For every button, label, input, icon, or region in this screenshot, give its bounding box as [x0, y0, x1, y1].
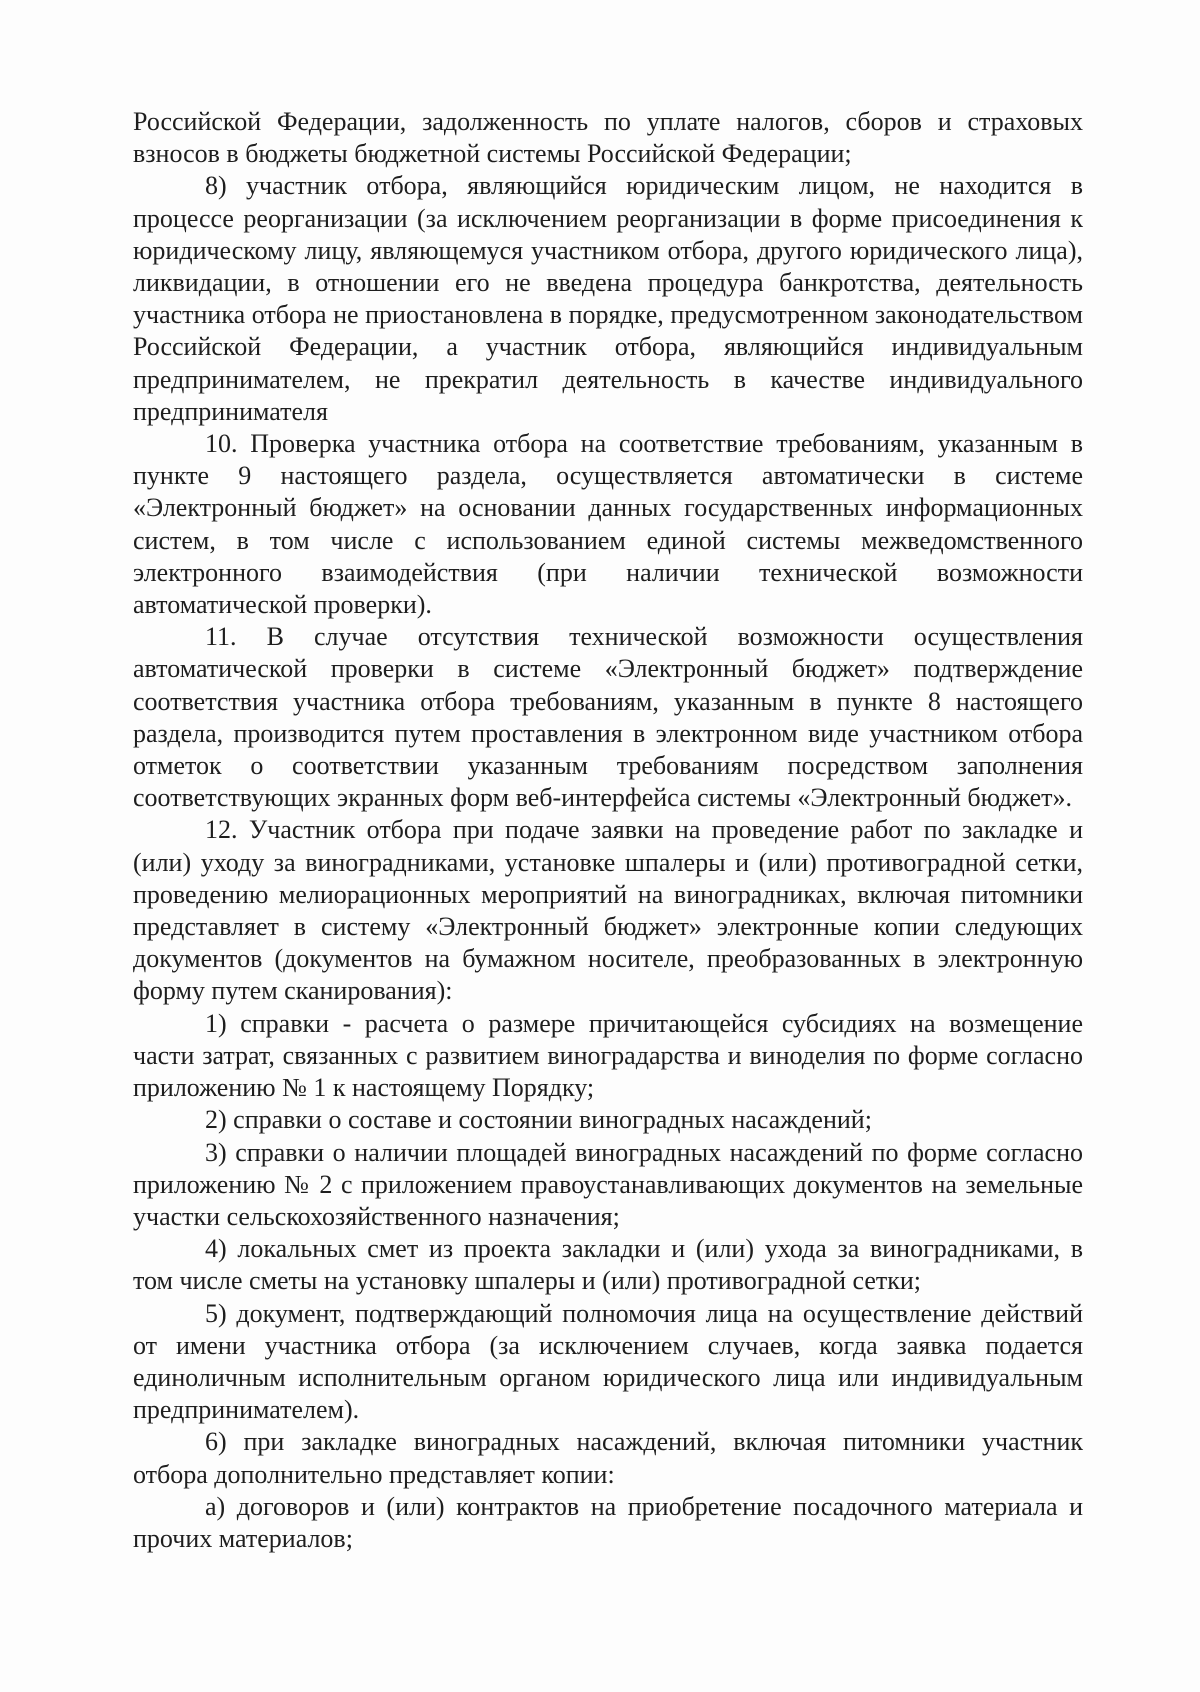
paragraph-item-a: а) договоров и (или) контрактов на приобретение посадочного материала и прочих материалов; — [133, 1491, 1083, 1553]
paragraph-11: 11. В случае отсутствия технической возможности осуществления автоматической проверки в системе «Электронный бюджет» подтверждение соответствия участника отбора требованиям, указанным в пункте 8 настоящего раздела, производится путем проставления в электронном виде участником отбора отметок о соответствии указанным требованиям посредством заполнения соответствующих экранных форм веб-интерфейса системы «Электронный бюджет». — [133, 622, 1083, 813]
document-body — [133, 106, 1083, 1555]
paragraph-item-5: 5) документ, подтверждающий полномочия лица на осуществление действий от имени участника отбора (за исключением случаев, когда заявка подается единоличным исполнительным органом юридического лица или индивидуальным предпринимателем). — [133, 1298, 1083, 1425]
paragraph-10: 10. Проверка участника отбора на соответствие требованиям, указанным в пункте 9 настоящего раздела, осуществляется автоматически в системе «Электронный бюджет» на основании данных государственных информационных систем, в том числе с использованием единой системы межведомственного электронного взаимодействия (при наличии технической возможности автоматической проверки). — [133, 429, 1083, 620]
paragraph-item-4: 4) локальных смет из проекта закладки и (или) ухода за виноградниками, в том числе сметы на установку шпалеры и (или) противоградной сетки; — [133, 1234, 1083, 1296]
paragraph-12: 12. Участник отбора при подаче заявки на проведение работ по закладке и (или) уходу за виноградниками, установке шпалеры и (или) противоградной сетки, проведению мелиорационных мероприятий на виноградниках, включая питомники представляет в систему «Электронный бюджет» электронные копии следующих документов (документов на бумажном носителе, преобразованных в электронную форму путем сканирования): — [133, 815, 1083, 1006]
paragraph-item-8: 8) участник отбора, являющийся юридическим лицом, не находится в процессе реорганизации (за исключением реорганизации в форме присоединения к юридическому лицу, являющемуся участником отбора, другого юридического лица), ликвидации, в отношении его не введена процедура банкротства, деятельность участника отбора не приостановлена в порядке, предусмотренном законодательством Российской Федерации, а участник отбора, являющийся индивидуальным предпринимателем, не прекратил деятельность в качестве индивидуального предпринимателя — [133, 171, 1083, 426]
paragraph-item-6: 6) при закладке виноградных насаждений, включая питомники участник отбора дополнительно представляет копии: — [133, 1427, 1083, 1489]
paragraph-item-1: 1) справки - расчета о размере причитающейся субсидиях на возмещение части затрат, связанных с развитием виноградарства и виноделия по форме согласно приложению № 1 к настоящему Порядку; — [133, 1008, 1083, 1103]
paragraph-continuation: Российской Федерации, задолженность по уплате налогов, сборов и страховых взносов в бюджеты бюджетной системы Российской Федерации; — [133, 107, 1083, 169]
paragraph-item-2: 2) справки о составе и состоянии виноградных насаждений; — [205, 1105, 872, 1135]
paragraph-item-3: 3) справки о наличии площадей виноградных насаждений по форме согласно приложению № 2 с приложением правоустанавливающих документов на земельные участки сельскохозяйственного назначения; — [133, 1137, 1083, 1231]
